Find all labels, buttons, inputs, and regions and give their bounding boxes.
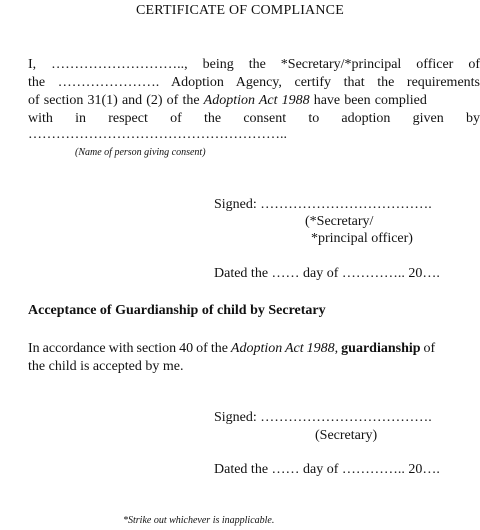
certificate-line-3-post: have been complied — [309, 93, 427, 108]
guardianship-act-name: Adoption Act 1988 — [230, 341, 335, 356]
certificate-line-1: I, ……………………….., being the *Secretary/*principal officer of — [28, 57, 480, 72]
guardianship-signed-line: Signed: ………………………………. — [214, 410, 432, 425]
certificate-role-officer: *principal officer) — [311, 231, 413, 246]
guardianship-line-1-mid: , — [334, 341, 342, 356]
guardianship-role: (Secretary) — [315, 428, 378, 443]
guardianship-line-1 — [28, 340, 480, 358]
guardianship-word: guardianship — [341, 341, 421, 356]
certificate-line-5: ……………………………………………….. — [28, 127, 287, 142]
footnote: *Strike out whichever is inapplicable. — [123, 515, 275, 526]
certificate-line-4: with in respect of the consent to adoption given by — [28, 111, 480, 126]
guardianship-dated-line: Dated the …… day of ………….. 20…. — [214, 462, 440, 477]
guardianship-heading: Acceptance of Guardianship of child by Secretary — [28, 303, 326, 318]
certificate-role-secretary: (*Secretary/ — [305, 214, 374, 229]
certificate-paragraph — [28, 56, 480, 142]
certificate-dated-line: Dated the …… day of ………….. 20…. — [214, 266, 440, 281]
certificate-line-2: the …………………. Adoption Agency, certify that the requirements — [28, 75, 480, 90]
certificate-line-3 — [28, 92, 480, 110]
guardianship-line-1-post: of — [420, 341, 436, 356]
page-title: CERTIFICATE OF COMPLIANCE — [136, 3, 344, 18]
certificate-line-3-pre: of section 31(1) and (2) of the — [28, 93, 204, 108]
act-name: Adoption Act 1988 — [203, 93, 310, 108]
guardianship-line-1-pre: In accordance with section 40 of the — [28, 341, 231, 356]
guardianship-paragraph — [28, 340, 480, 376]
consent-name-note: (Name of person giving consent) — [75, 147, 206, 158]
guardianship-line-2: the child is accepted by me. — [28, 359, 184, 374]
certificate-signed-line: Signed: ………………………………. — [214, 197, 432, 212]
